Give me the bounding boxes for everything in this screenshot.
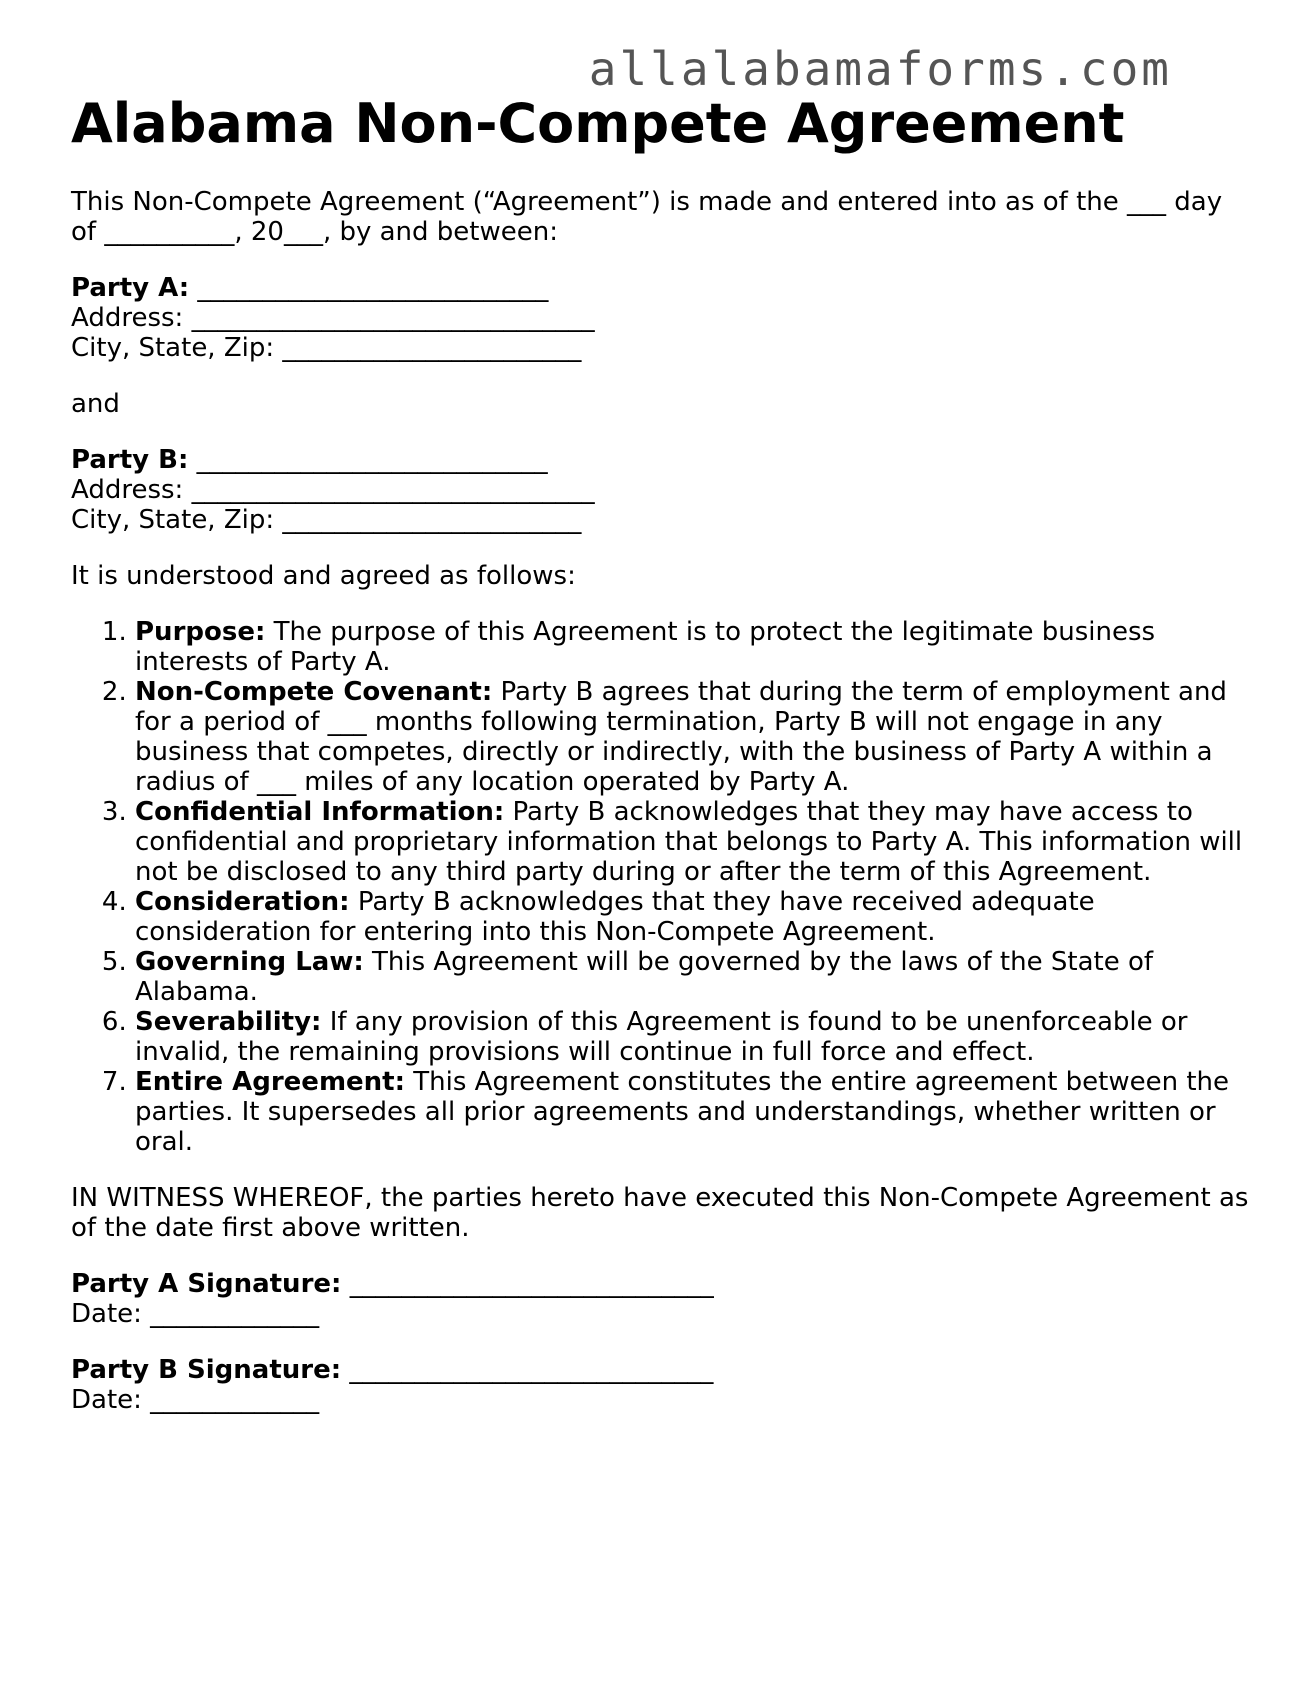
term-item bbox=[135, 1067, 1251, 1157]
party-a-label: Party A: bbox=[71, 273, 190, 303]
signature-a-label: Party A Signature: bbox=[71, 1269, 342, 1299]
signature-b-date[interactable]: Date: _____________ bbox=[71, 1385, 320, 1415]
terms-list bbox=[71, 617, 1251, 1157]
term-item bbox=[135, 617, 1251, 677]
party-a-city-line[interactable]: City, State, Zip: _______________________ bbox=[71, 333, 582, 363]
understood-statement: It is understood and agreed as follows: bbox=[71, 561, 576, 591]
signature-b-block bbox=[71, 1355, 1251, 1415]
party-b-label: Party B: bbox=[71, 445, 189, 475]
party-b-block bbox=[71, 445, 1251, 535]
term-text: If any provision of this Agreement is found to be unenforceable or invalid, the remaining provisions will continue in full force and effect. bbox=[135, 1007, 1188, 1067]
term-text: Party B acknowledges that they may have access to confidential and proprietary information that belongs to Party A. This information will not be disclosed to any third party during or after the term of this Agreement. bbox=[135, 797, 1243, 887]
party-a-name-blank[interactable]: ___________________________ bbox=[189, 273, 549, 303]
and-separator: and bbox=[71, 389, 120, 419]
signature-b-label: Party B Signature: bbox=[71, 1355, 342, 1385]
term-text: This Agreement will be governed by the laws of the State of Alabama. bbox=[135, 947, 1154, 1007]
term-text: This Agreement constitutes the entire agreement between the parties. It supersedes all prior agreements and understandings, whether written or oral. bbox=[135, 1067, 1230, 1157]
term-title: Consideration: bbox=[135, 887, 350, 917]
term-text: Party B agrees that during the term of employment and for a period of ___ months following termination, Party B will not engage in any business that competes, directly or indirectly, with the business of Party A within a radius of ___ miles of any location operated by Party A. bbox=[135, 677, 1227, 797]
term-title: Governing Law: bbox=[135, 947, 364, 977]
document-body bbox=[71, 187, 1251, 1415]
term-title: Severability: bbox=[135, 1007, 322, 1037]
term-item bbox=[135, 947, 1251, 1007]
term-text: The purpose of this Agreement is to protect the legitimate business interests of Party A. bbox=[135, 617, 1156, 677]
party-b-address-line[interactable]: Address: _______________________________ bbox=[71, 475, 595, 505]
signature-b-line bbox=[71, 1355, 1251, 1385]
term-item bbox=[135, 677, 1251, 797]
term-title: Confidential Information: bbox=[135, 797, 505, 827]
party-b-city-line[interactable]: City, State, Zip: _______________________ bbox=[71, 505, 582, 535]
party-a-address-line[interactable]: Address: _______________________________ bbox=[71, 303, 595, 333]
witness-paragraph: IN WITNESS WHEREOF, the parties hereto have executed this Non-Compete Agreement as of the date first above written. bbox=[71, 1183, 1249, 1243]
party-a-name-line bbox=[71, 273, 1251, 303]
term-title: Non-Compete Covenant: bbox=[135, 677, 493, 707]
signature-a-line bbox=[71, 1269, 1251, 1299]
signature-a-block bbox=[71, 1269, 1251, 1329]
term-item bbox=[135, 1007, 1251, 1067]
term-title: Purpose: bbox=[135, 617, 266, 647]
document-title: Alabama Non-Compete Agreement bbox=[71, 92, 1125, 155]
signature-a-blank[interactable]: ____________________________ bbox=[341, 1269, 714, 1299]
term-item bbox=[135, 887, 1251, 947]
term-text: Party B acknowledges that they have received adequate consideration for entering into this Non-Compete Agreement. bbox=[135, 887, 1095, 947]
signature-b-blank[interactable]: ____________________________ bbox=[341, 1355, 714, 1385]
term-item bbox=[135, 797, 1251, 887]
intro-paragraph: This Non-Compete Agreement (“Agreement”) is made and entered into as of the ___ day of __________, 20___, by and between: bbox=[71, 187, 1223, 247]
party-b-name-line bbox=[71, 445, 1251, 475]
site-watermark: allalabamaforms.com bbox=[588, 42, 1172, 96]
term-title: Entire Agreement: bbox=[135, 1067, 406, 1097]
party-b-name-blank[interactable]: ___________________________ bbox=[188, 445, 548, 475]
signature-a-date[interactable]: Date: _____________ bbox=[71, 1299, 320, 1329]
party-a-block bbox=[71, 273, 1251, 363]
